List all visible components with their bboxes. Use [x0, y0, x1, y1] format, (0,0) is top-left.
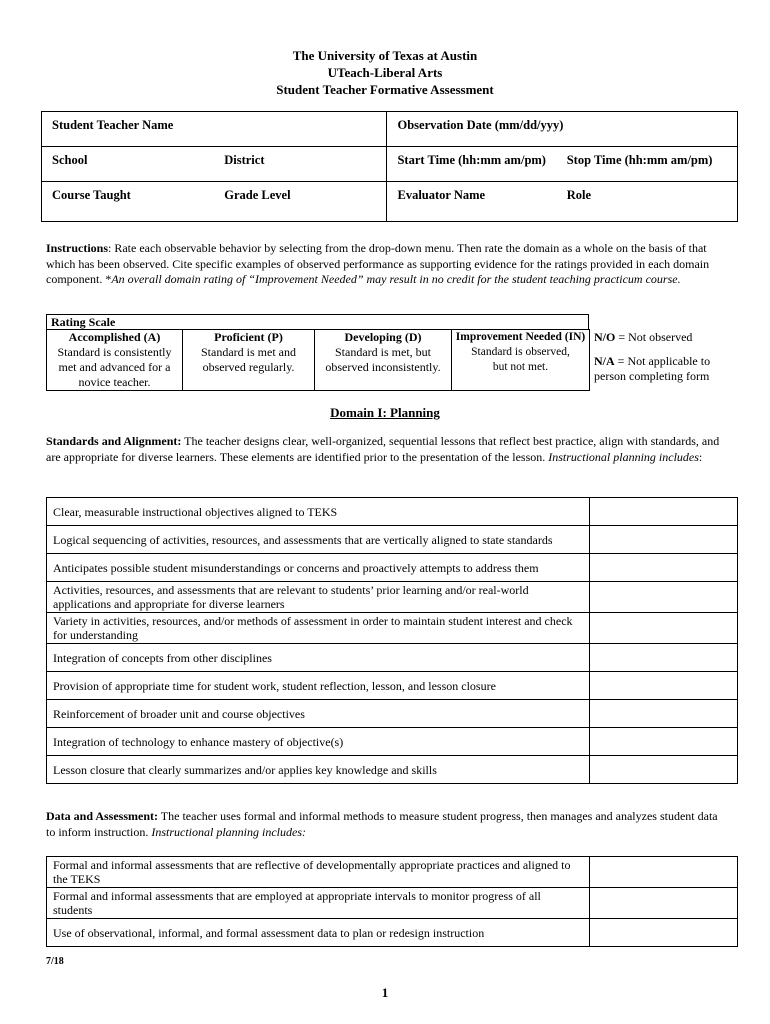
table-row: [47, 857, 738, 888]
rating-select[interactable]: [590, 672, 738, 700]
rating-na-legend: [590, 330, 730, 391]
rating-select[interactable]: [590, 857, 738, 888]
rating-select[interactable]: [590, 756, 738, 784]
no-text: = Not observed: [615, 329, 693, 344]
rating-proficient-heading: Proficient (P): [214, 330, 283, 344]
rating-select[interactable]: [590, 700, 738, 728]
list-item: Integration of concepts from other disciplines: [47, 644, 590, 672]
list-item: Formal and informal assessments that are reflective of developmentally appropriate practices and aligned to the TEKS: [47, 857, 590, 888]
header-university: The University of Texas at Austin: [292, 48, 478, 63]
na-text: = Not applicable to person completing form: [594, 353, 711, 383]
table-row: [47, 498, 738, 526]
no-label: N/O: [594, 329, 616, 344]
rating-developing-desc: Standard is met, but observed inconsistently.: [325, 345, 441, 374]
table-row: [47, 756, 738, 784]
rating-select[interactable]: [590, 644, 738, 672]
version-date: 7/18: [46, 956, 64, 967]
rating-proficient-desc: Standard is met and observed regularly.: [201, 345, 296, 374]
rating-not-applicable: [594, 354, 728, 384]
start-time-field[interactable]: Start Time (hh:mm am/pm): [387, 147, 567, 182]
rating-proficient: [183, 330, 315, 391]
rating-select[interactable]: [590, 554, 738, 582]
rating-developing-heading: Developing (D): [344, 330, 422, 344]
standards-table: [46, 497, 738, 784]
table-row: [47, 526, 738, 554]
school-field[interactable]: School: [42, 147, 215, 182]
table-row: [47, 728, 738, 756]
rating-select[interactable]: [590, 613, 738, 644]
info-table: [41, 111, 738, 222]
rating-accomplished-heading: Accomplished (A): [68, 330, 161, 344]
instructions-label: Instructions: [46, 241, 109, 255]
table-row: [47, 644, 738, 672]
list-item: Reinforcement of broader unit and course objectives: [47, 700, 590, 728]
rating-scale-title: Rating Scale: [51, 315, 116, 329]
instructions-note: An overall domain rating of “Improvement Needed” may result in no credit for the student teaching practicum course.: [111, 272, 681, 286]
data-assessment-italic: Instructional planning includes:: [151, 824, 306, 839]
rating-not-observed: [594, 330, 728, 345]
standards-intro: [46, 434, 726, 465]
role-field[interactable]: Role: [567, 182, 738, 222]
list-item: Formal and informal assessments that are employed at appropriate intervals to monitor progress of all students: [47, 888, 590, 919]
table-row: [47, 888, 738, 919]
rating-improvement-heading: Improvement Needed (IN): [455, 331, 586, 343]
rating-scale-box: [46, 314, 589, 329]
standards-italic: Instructional planning includes: [548, 449, 699, 464]
rating-select[interactable]: [590, 498, 738, 526]
standards-label: Standards and Alignment:: [46, 434, 182, 448]
data-assessment-text: The teacher uses formal and informal methods to measure student progress, then manages and analyzes student data to inform instruction.: [46, 809, 718, 839]
district-field[interactable]: District: [214, 147, 387, 182]
list-item: Lesson closure that clearly summarizes and/or applies key knowledge and skills: [47, 756, 590, 784]
rating-scale-table: [46, 329, 730, 391]
rating-select[interactable]: [590, 919, 738, 947]
list-item: Variety in activities, resources, and/or methods of assessment in order to maintain student interest and check for understanding: [47, 613, 590, 644]
rating-select[interactable]: [590, 728, 738, 756]
rating-accomplished: [47, 330, 183, 391]
rating-improvement-needed: [452, 330, 590, 391]
rating-select[interactable]: [590, 526, 738, 554]
table-row: [47, 613, 738, 644]
list-item: Anticipates possible student misunderstandings or concerns and proactively attempts to address them: [47, 554, 590, 582]
stop-time-field[interactable]: Stop Time (hh:mm am/pm): [567, 147, 738, 182]
list-item: Provision of appropriate time for student work, student reflection, lesson, and lesson closure: [47, 672, 590, 700]
instructions: [46, 241, 726, 288]
table-row: [47, 554, 738, 582]
domain-heading: Domain I: Planning: [330, 405, 440, 420]
observation-date-field[interactable]: Observation Date (mm/dd/yyy): [387, 112, 738, 147]
table-row: [47, 582, 738, 613]
course-taught-field[interactable]: Course Taught: [42, 182, 215, 222]
list-item: Logical sequencing of activities, resources, and assessments that are vertically aligned to state standards: [47, 526, 590, 554]
header-program: UTeach-Liberal Arts: [327, 65, 443, 80]
table-row: [47, 919, 738, 947]
na-label: N/A: [594, 353, 615, 368]
rating-improvement-desc: Standard is observed, but not met.: [471, 346, 570, 373]
rating-select[interactable]: [590, 888, 738, 919]
standards-text: The teacher designs clear, well-organized, sequential lessons that reflect best practice, align with standards, and are appropriate for diverse learners. These elements are identified prior to the presentation of the lesson.: [46, 434, 720, 464]
data-assessment-label: Data and Assessment:: [46, 809, 159, 823]
rating-accomplished-desc: Standard is consistently met and advanced for a novice teacher.: [57, 345, 172, 389]
list-item: Clear, measurable instructional objectives aligned to TEKS: [47, 498, 590, 526]
page-title: Student Teacher Formative Assessment: [276, 82, 494, 97]
rating-select[interactable]: [590, 582, 738, 613]
list-item: Activities, resources, and assessments that are relevant to students’ prior learning and/or real-world applications and appropriate for diverse learners: [47, 582, 590, 613]
standards-tail: :: [698, 449, 703, 464]
list-item: Use of observational, informal, and formal assessment data to plan or redesign instruction: [47, 919, 590, 947]
rating-developing: [315, 330, 452, 391]
student-teacher-name-field[interactable]: Student Teacher Name: [42, 112, 387, 147]
page-number: 1: [381, 985, 389, 1000]
table-row: [47, 700, 738, 728]
data-assessment-intro: [46, 809, 726, 840]
grade-level-field[interactable]: Grade Level: [214, 182, 387, 222]
data-assessment-table: [46, 856, 738, 947]
instructions-text: : Rate each observable behavior by selecting from the drop-down menu. Then rate the domain as a whole on the basis of that which has been observed. Cite specific examples of observed performance as supporting evidence for the ratings provided in each domain component. *: [46, 241, 710, 286]
list-item: Integration of technology to enhance mastery of objective(s): [47, 728, 590, 756]
table-row: [47, 672, 738, 700]
evaluator-name-field[interactable]: Evaluator Name: [387, 182, 567, 222]
